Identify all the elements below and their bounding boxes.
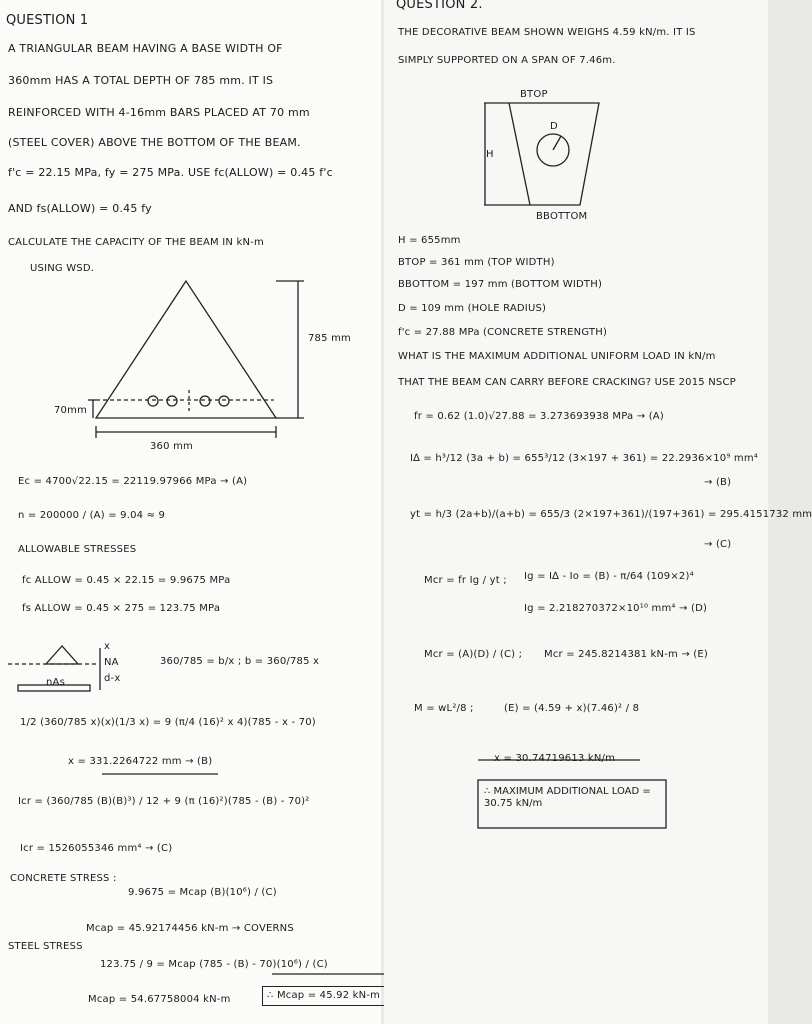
q1-na-equation: 1/2 (360/785 x)(x)(1/3 x) = 9 (π/4 (16)² x 4)(785 - x - 70) [20, 717, 316, 728]
question-1-page [0, 0, 381, 1024]
q2-question-2: THAT THE BEAM CAN CARRY BEFORE CRACKING? USE 2015 NSCP [398, 377, 736, 388]
q2-yt-ref: → (C) [704, 539, 732, 550]
q1-title: QUESTION 1 [6, 13, 89, 28]
q1-line-6: AND fs(ALLOW) = 0.45 fy [8, 202, 152, 215]
q2-yt-equation: yt = h/3 (2a+b)/(a+b) = 655/3 (2×197+361)/(197+361) = 295.4151732 mm [410, 509, 812, 520]
fig-bbottom-label: BBOTTOM [536, 211, 588, 222]
q1-steel-title: STEEL STRESS [8, 941, 83, 952]
nas-label: nAs [46, 677, 65, 688]
q1-steel-equation: 123.75 / 9 = Mcap (785 - (B) - 70)(10⁶) / (C) [100, 959, 328, 970]
q2-answer-box: ∴ MAXIMUM ADDITIONAL LOAD = 30.75 kN/m [484, 786, 651, 809]
q1-answer-box: ∴ Mcap = 45.92 kN-m [262, 986, 385, 1006]
fig-h-label: H [486, 149, 494, 160]
q2-ig-definition: Ig = I∆ - Io = (B) - π/64 (109×2)⁴ [524, 571, 694, 582]
q2-mcr-equation: Mcr = (A)(D) / (C) ; [424, 649, 523, 660]
q2-mcr-definition: Mcr = fr Ig / yt ; [424, 575, 507, 586]
q1-line-5: f'c = 22.15 MPa, fy = 275 MPa. USE fc(ALLOW) = 0.45 f'c [8, 166, 333, 179]
q2-given-fc: f'c = 27.88 MPa (CONCRETE STRENGTH) [398, 327, 608, 338]
q2-m-definition: M = wL²/8 ; [414, 703, 474, 714]
q1-icr-value: Icr = 1526055346 mm⁴ → (C) [20, 843, 173, 854]
q1-mcap-concrete: Mcap = 45.92174456 kN-m → COVERNS [86, 923, 294, 934]
fig-cover-label: 70mm [54, 405, 88, 416]
q2-x-value: x = 30.74719613 kN/m [494, 753, 616, 764]
q1-ec: Ec = 4700√22.15 = 22119.97966 MPa → (A) [18, 476, 248, 487]
fig-depth-label: 785 mm [308, 333, 351, 344]
q2-mcr-value: Mcr = 245.8214381 kN-m → (E) [544, 649, 709, 660]
q1-icr-equation: Icr = (360/785 (B)(B)³) / 12 + 9 (π (16)²)(785 - (B) - 70)² [18, 796, 310, 807]
q2-ig-equation: I∆ = h³/12 (3a + b) = 655³/12 (3×197 + 361) = 22.2936×10⁹ mm⁴ [410, 453, 759, 464]
q1-line-2: 360mm HAS A TOTAL DEPTH OF 785 mm. IT IS [8, 74, 274, 87]
q1-fs-allow: fs ALLOW = 0.45 × 275 = 123.75 MPa [22, 603, 221, 614]
q2-line-1: THE DECORATIVE BEAM SHOWN WEIGHS 4.59 kN/m. IT IS [398, 27, 696, 38]
q2-m-equation: (E) = (4.59 + x)(7.46)² / 8 [504, 703, 640, 714]
q1-allow-title: ALLOWABLE STRESSES [18, 544, 137, 555]
q1-line-7: CALCULATE THE CAPACITY OF THE BEAM IN kN-m [8, 237, 264, 248]
na-dx-label: d-x [104, 673, 121, 684]
fig-btop-label: BTOP [520, 89, 548, 100]
q2-title: QUESTION 2. [396, 0, 483, 12]
fig-base-label: 360 mm [150, 441, 193, 452]
q1-line-1: A TRIANGULAR BEAM HAVING A BASE WIDTH OF [8, 42, 283, 55]
q1-mcap-steel: Mcap = 54.67758004 kN-m [88, 994, 231, 1005]
na-label: NA [104, 657, 119, 668]
q1-x-value: x = 331.2264722 mm → (B) [68, 756, 213, 767]
q1-n: n = 200000 / (A) = 9.04 ≈ 9 [18, 510, 166, 521]
q1-line-8: USING WSD. [30, 263, 95, 274]
q2-given-bbottom: BBOTTOM = 197 mm (BOTTOM WIDTH) [398, 279, 603, 290]
q1-ratio: 360/785 = b/x ; b = 360/785 x [160, 656, 320, 667]
q1-concrete-title: CONCRETE STRESS : [10, 873, 117, 884]
q2-question-1: WHAT IS THE MAXIMUM ADDITIONAL UNIFORM LOAD IN kN/m [398, 351, 716, 362]
q2-line-2: SIMPLY SUPPORTED ON A SPAN OF 7.46m. [398, 55, 616, 66]
q1-line-3: REINFORCED WITH 4-16mm BARS PLACED AT 70 mm [8, 106, 310, 119]
fig-d-label: D [550, 121, 558, 132]
q2-fr: fr = 0.62 (1.0)√27.88 = 3.273693938 MPa → (A) [414, 411, 664, 422]
q1-concrete-equation: 9.9675 = Mcap (B)(10⁶) / (C) [128, 887, 277, 898]
q2-given-h: H = 655mm [398, 235, 461, 246]
q2-given-btop: BTOP = 361 mm (TOP WIDTH) [398, 257, 555, 268]
q2-ig-value: Ig = 2.218270372×10¹⁰ mm⁴ → (D) [524, 603, 708, 614]
q1-line-4: (STEEL COVER) ABOVE THE BOTTOM OF THE BEAM. [8, 136, 301, 149]
question-2-page [384, 0, 812, 1024]
q2-ig-ref: → (B) [704, 477, 732, 488]
na-x-label: x [104, 641, 111, 652]
q2-given-d: D = 109 mm (HOLE RADIUS) [398, 303, 547, 314]
q1-fc-allow: fc ALLOW = 0.45 × 22.15 = 9.9675 MPa [22, 575, 231, 586]
